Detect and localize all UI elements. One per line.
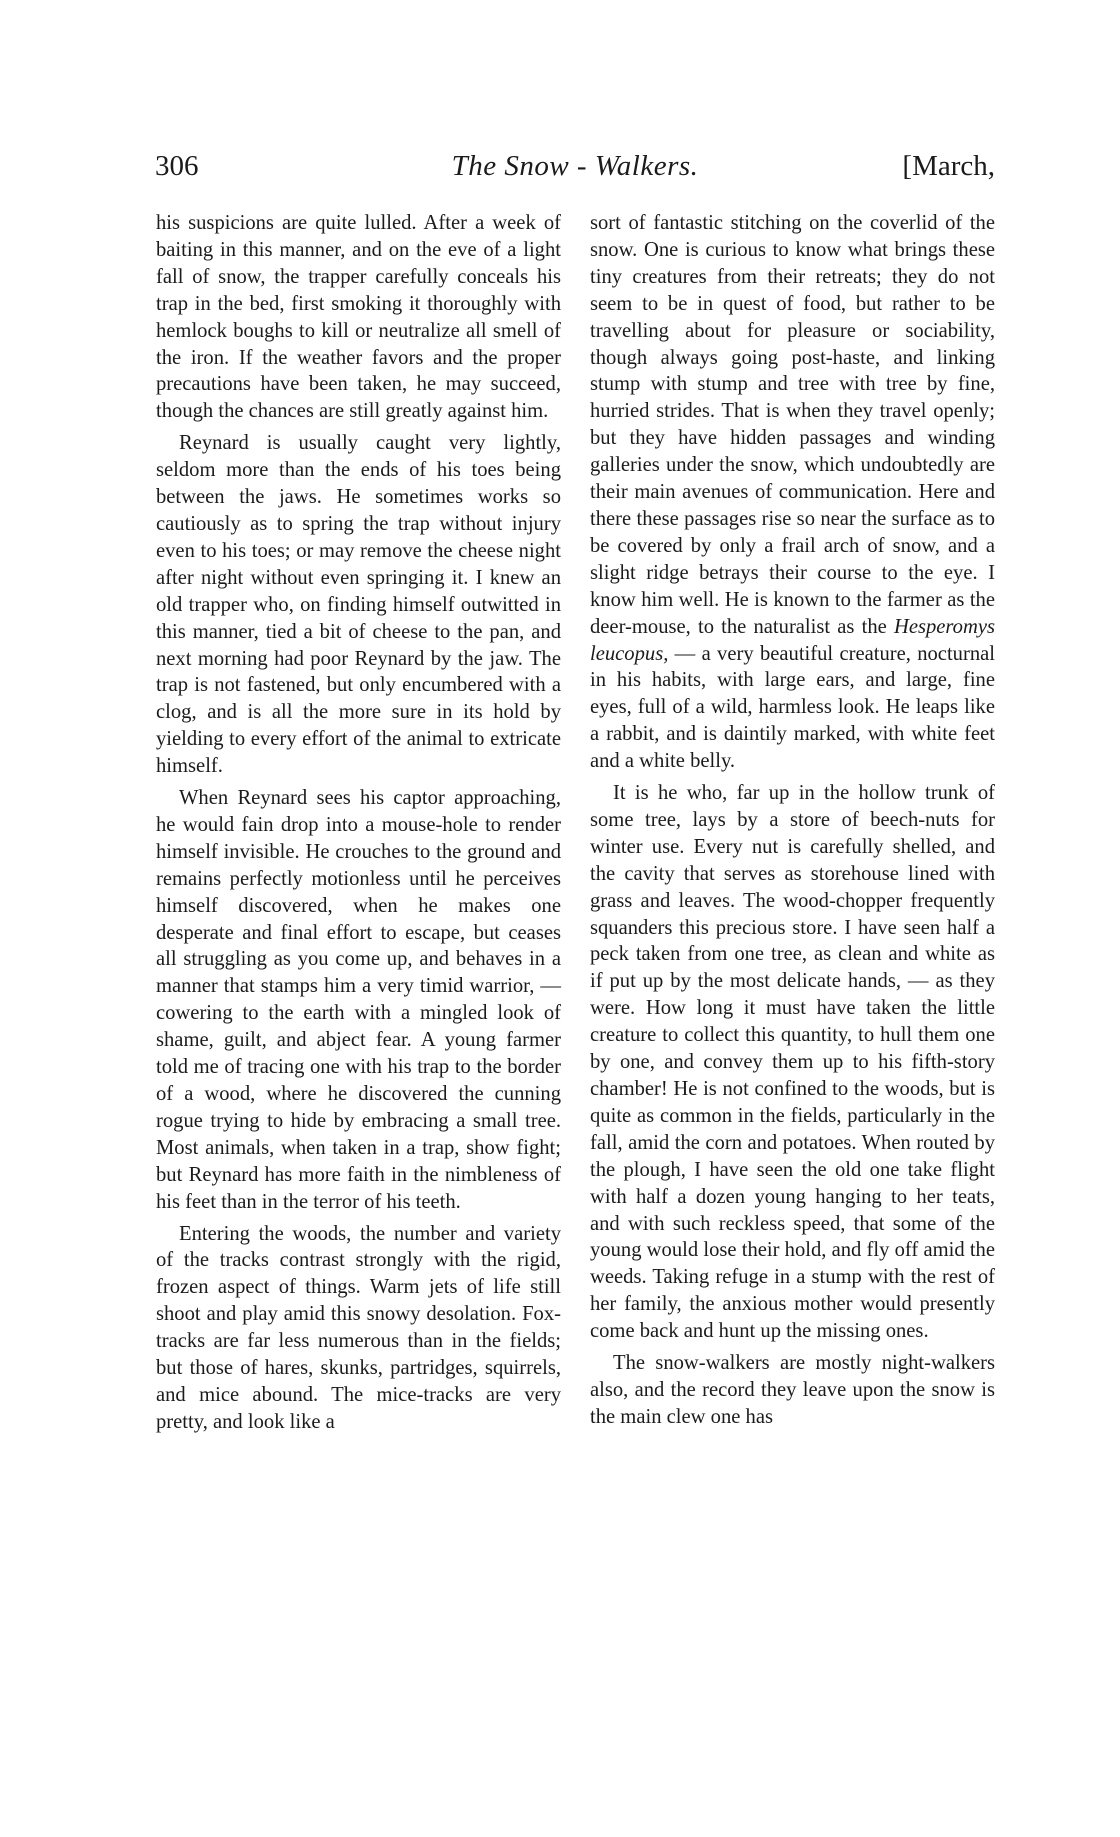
running-month: [March, [902,150,995,182]
paragraph: It is he who, far up in the hollow trunk of some tree, lays by a store of beech-nuts for winter use. Every nut is carefully shelled, and the cavity that serves as storehouse lined with grass and leaves. The wood-chopper frequently squanders this precious store. I have seen half a peck taken from one tree, as clean and white as if put up by the most delicate hands, — as they were. How long it must have taken the little creature to collect this quantity, to hull them one by one, and convey them up to his fifth-story chamber! He is not confined to the woods, but is quite as common in the fields, particularly in the fall, amid the corn and potatoes. When routed by the plough, I have seen the old one take flight with half a dozen young hanging to her teats, and with such reckless speed, that some of the young would lose their hold, and fly off amid the weeds. Taking refuge in a stump with the rest of her family, the anxious mother would presently come back and hunt up the missing ones. [590,782,995,1343]
page-number: 306 [155,150,199,182]
paragraph [590,210,995,775]
paragraph: Reynard is usually caught very lightly, seldom more than the ends of his toes being between the jaws. He sometimes works so cautiously as to spring the trap without injury even to his toes; or may remove the cheese night after night without even springing it. I knew an old trapper who, on finding himself outwitted in this manner, tied a bit of cheese to the pan, and next morning had poor Reynard by the jaw. The trap is not fastened, but only encumbered with a clog, and is all the more sure in its hold by yielding to every effort of the animal to extricate himself. [156,432,561,778]
running-title: The Snow - Walkers. [451,150,699,182]
left-column [156,210,561,1441]
paragraph-text: — a very beautiful creature, nocturnal in his habits, with large ears, and large, fine eyes, full of a wild, harmless look. He leaps like a rabbit, and is daintily marked, with white feet and a white belly. [590,642,995,773]
paragraph: The snow-walkers are mostly night-walkers also, and the record they leave upon the snow is the main clew one has [590,1352,995,1428]
paragraph: Entering the woods, the number and variety of the tracks contrast strongly with the rigid, frozen aspect of things. Warm jets of life still shoot and play amid this snowy desolation. Fox-tracks are far less numerous than in the fields; but those of hares, skunks, partridges, squirrels, and mice abound. The mice-tracks are very pretty, and look like a [156,1222,561,1433]
right-column [590,210,995,1436]
species-name: Hesperomys leucopus, [590,615,995,665]
paragraph: his suspicions are quite lulled. After a week of baiting in this manner, and on the eve of a light fall of snow, the trapper carefully conceals his trap in the bed, first smoking it thoroughly with hemlock boughs to kill or neutralize all smell of the iron. If the weather favors and the proper precautions have been taken, he may succeed, though the chances are still greatly against him. [156,212,561,423]
paragraph: When Reynard sees his captor approaching, he would fain drop into a mouse-hole to render himself invisible. He crouches to the ground and remains perfectly motionless until he perceives himself discovered, when he makes one desperate and final effort to escape, but ceases all struggling as you come up, and behaves in a manner that stamps him a very timid warrior, — cowering to the earth with a mingled look of shame, guilt, and abject fear. A young farmer told me of tracing one with his trap to the border of a wood, where he discovered the cunning rogue trying to hide by embracing a small tree. Most animals, when taken in a trap, show fight; but Reynard has more faith in the nimbleness of his feet than in the terror of his teeth. [156,787,561,1213]
paragraph-text: sort of fantastic stitching on the coverlid of the snow. One is curious to know what brings these tiny creatures from their retreats; they do not seem to be in quest of food, but rather to be travelling about for pleasure or sociability, though always going post-haste, and linking stump with stump and tree with tree by fine, hurried strides. That is when they travel openly; but they have hidden passages and winding galleries under the snow, which undoubtedly are their main avenues of communication. Here and there these passages rise so near the surface as to be covered by only a frail arch of snow, and a slight ridge betrays their course to the eye. I know him well. He is known to the farmer as the deer-mouse, to the naturalist as the [590,212,995,638]
running-head [155,150,995,190]
